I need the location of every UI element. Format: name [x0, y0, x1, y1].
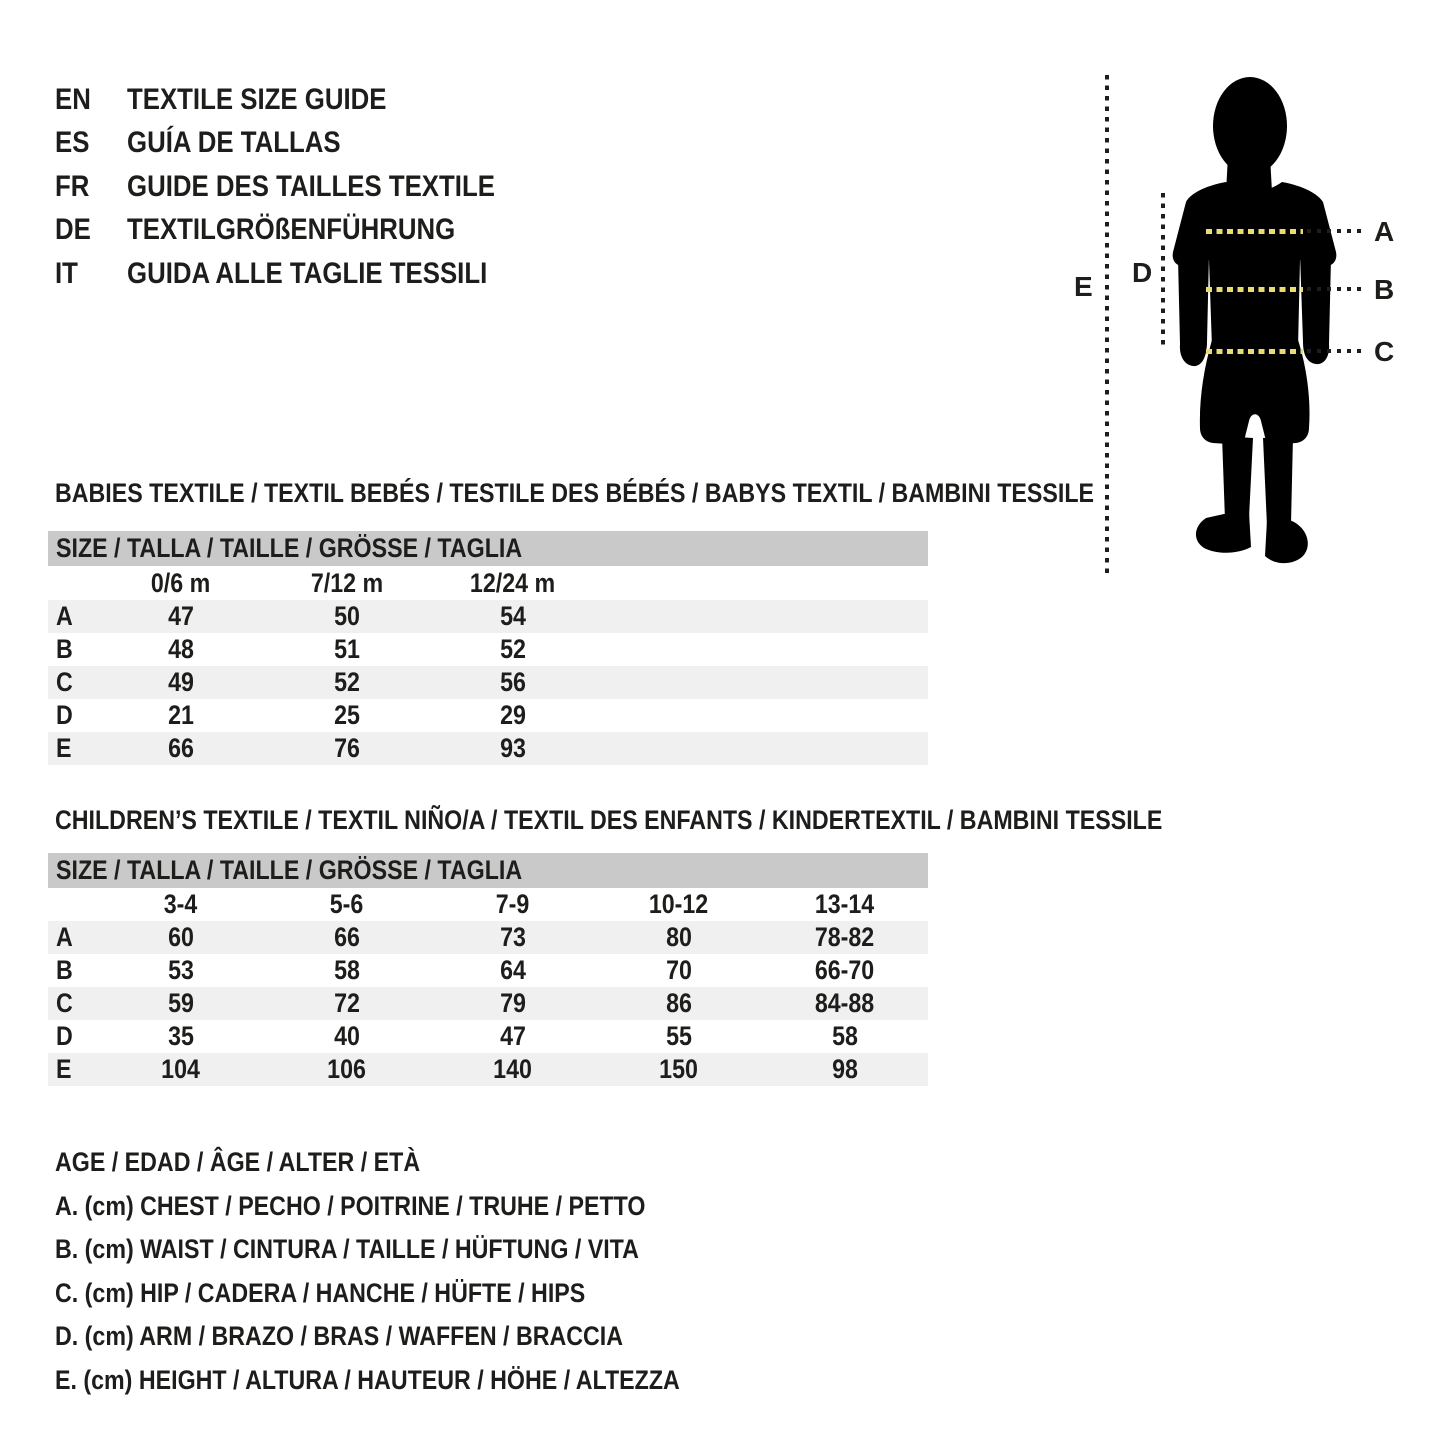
table-row	[48, 954, 928, 987]
table-cell: 73	[500, 922, 526, 952]
age-columns-row	[48, 566, 928, 600]
measure-label-d: D	[1132, 257, 1153, 288]
table-cell: 59	[168, 988, 194, 1018]
table-cell: 52	[334, 667, 360, 697]
table-cell: 21	[168, 700, 194, 730]
legend-line-arm: D. (cm) ARM / BRAZO / BRAS / WAFFEN / BRACCIA	[55, 1321, 624, 1352]
table-cell: 35	[168, 1021, 194, 1051]
table-cell: 49	[168, 667, 194, 697]
page-title: GUIDA ALLE TAGLIE TESSILI	[127, 256, 488, 290]
table-cell: 48	[168, 634, 194, 664]
table-header-text: SIZE / TALLA / TAILLE / GRÖSSE / TAGLIA	[56, 855, 523, 885]
table-cell: 64	[500, 955, 526, 985]
table-cell: 93	[500, 733, 526, 763]
table-cell: 40	[334, 1021, 360, 1051]
measure-label-c: C	[1374, 336, 1395, 367]
children-section-title-text: CHILDREN’S TEXTILE / TEXTIL NIÑO/A / TEXTIL DES ENFANTS / KINDERTEXTIL / BAMBINI TESSILE	[55, 805, 1163, 835]
language-code: FR	[55, 169, 90, 203]
table-header-bar	[48, 531, 928, 566]
page-title: GUIDE DES TAILLES TEXTILE	[127, 169, 495, 203]
table-row	[48, 987, 928, 1020]
table-cell: 60	[168, 922, 194, 952]
row-label: E	[56, 733, 72, 763]
language-code: IT	[55, 256, 78, 290]
column-header: 5-6	[330, 889, 364, 919]
row-label: B	[56, 634, 73, 664]
legend-line-chest: A. (cm) CHEST / PECHO / POITRINE / TRUHE / PETTO	[55, 1190, 646, 1221]
table-row	[48, 633, 928, 666]
table-cell: 58	[334, 955, 360, 985]
row-label: B	[56, 955, 73, 985]
table-cell: 76	[334, 733, 360, 763]
table-header-bar	[48, 853, 928, 888]
table-cell: 50	[334, 601, 360, 631]
table-cell: 104	[161, 1054, 201, 1084]
babies-size-table	[48, 531, 928, 765]
row-label: A	[56, 922, 73, 952]
table-row	[48, 732, 928, 765]
table-row	[48, 666, 928, 699]
chest-dot-line-a	[1307, 229, 1363, 233]
babies-section-title	[55, 478, 1263, 509]
measure-label-a: A	[1374, 216, 1395, 247]
measure-label-b: B	[1374, 274, 1395, 305]
column-header: 7/12 m	[310, 568, 384, 598]
babies-section-title-text: BABIES TEXTILE / TEXTIL BEBÉS / TESTILE DES BÉBÉS / BABYS TEXTIL / BAMBINI TESSILE	[55, 478, 1095, 508]
children-section-title	[55, 805, 1343, 836]
table-cell: 106	[327, 1054, 367, 1084]
column-header: 3-4	[164, 889, 198, 919]
language-code: ES	[55, 126, 90, 160]
table-cell: 84-88	[815, 988, 875, 1018]
table-cell: 47	[168, 601, 194, 631]
legend-line-waist: B. (cm) WAIST / CINTURA / TAILLE / HÜFTUNG / VITA	[55, 1234, 639, 1265]
column-header: 13-14	[815, 889, 875, 919]
table-cell: 56	[500, 667, 526, 697]
table-cell: 80	[666, 922, 692, 952]
arm-measure-line-d	[1161, 193, 1165, 345]
table-cell: 66	[168, 733, 194, 763]
table-cell: 150	[659, 1054, 699, 1084]
table-row	[48, 921, 928, 954]
table-cell: 66-70	[815, 955, 875, 985]
table-cell: 72	[334, 988, 360, 1018]
waist-dash-line-b	[1206, 287, 1303, 292]
table-row	[48, 1053, 928, 1086]
hip-dash-line-c	[1206, 349, 1303, 354]
row-label: D	[56, 1021, 73, 1051]
table-row	[48, 600, 928, 633]
measurement-figure	[0, 0, 1445, 620]
table-cell: 78-82	[815, 922, 875, 952]
table-cell: 53	[168, 955, 194, 985]
column-header: 7-9	[496, 889, 530, 919]
column-header: 12/24 m	[470, 568, 556, 598]
table-cell: 52	[500, 634, 526, 664]
row-label: C	[56, 988, 73, 1018]
measure-label-e: E	[1074, 271, 1093, 302]
age-columns-row	[48, 888, 928, 921]
column-header: 0/6 m	[151, 568, 211, 598]
row-label: C	[56, 667, 73, 697]
table-cell: 66	[334, 922, 360, 952]
table-header-text: SIZE / TALLA / TAILLE / GRÖSSE / TAGLIA	[56, 533, 523, 563]
children-size-table	[48, 853, 928, 1086]
legend-line-height: E. (cm) HEIGHT / ALTURA / HAUTEUR / HÖHE / ALTEZZA	[55, 1364, 680, 1395]
waist-dot-line-b	[1307, 287, 1363, 291]
page-title: TEXTILE SIZE GUIDE	[127, 82, 387, 116]
column-header: 10-12	[649, 889, 709, 919]
table-cell: 86	[666, 988, 692, 1018]
legend-line-age: AGE / EDAD / ÂGE / ALTER / ETÀ	[55, 1147, 421, 1178]
chest-dash-line-a	[1206, 229, 1303, 234]
page-title: TEXTILGRÖßENFÜHRUNG	[127, 213, 456, 247]
row-label: E	[56, 1054, 72, 1084]
language-code: DE	[55, 213, 91, 247]
table-cell: 47	[500, 1021, 526, 1051]
table-cell: 25	[334, 700, 360, 730]
table-row	[48, 1020, 928, 1053]
page-title: GUÍA DE TALLAS	[127, 126, 341, 160]
table-cell: 98	[832, 1054, 858, 1084]
row-label: A	[56, 601, 73, 631]
hip-dot-line-c	[1307, 349, 1363, 353]
table-cell: 55	[666, 1021, 692, 1051]
table-cell: 58	[832, 1021, 858, 1051]
table-cell: 70	[666, 955, 692, 985]
measurement-legend	[55, 1141, 781, 1402]
table-cell: 54	[500, 601, 526, 631]
table-row	[48, 699, 928, 732]
legend-line-hip: C. (cm) HIP / CADERA / HANCHE / HÜFTE / HIPS	[55, 1277, 586, 1308]
table-cell: 140	[493, 1054, 533, 1084]
table-cell: 51	[334, 634, 360, 664]
table-cell: 29	[500, 700, 526, 730]
language-code: EN	[55, 82, 91, 116]
table-cell: 79	[500, 988, 526, 1018]
row-label: D	[56, 700, 73, 730]
